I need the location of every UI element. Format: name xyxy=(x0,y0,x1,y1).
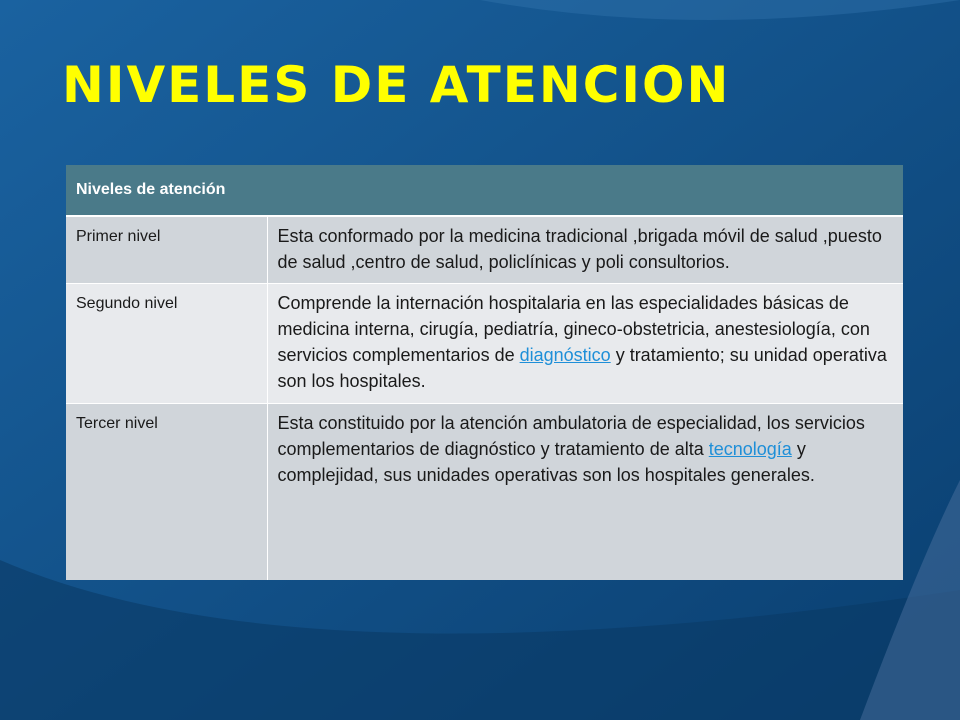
diagnostico-link[interactable]: diagnóstico xyxy=(519,345,611,366)
table-header: Niveles de atención xyxy=(66,165,903,216)
levels-table xyxy=(66,165,903,580)
level-name: Primer nivel xyxy=(66,216,267,284)
level-name: Tercer nivel xyxy=(66,403,267,580)
description-text: Comprende la internación hospitalaria en las especialidades básicas de medicina interna, cirugía, pediatría, gineco-obstetricia, anestesiología, con servicios complementarios de xyxy=(277,293,870,366)
description-text: Esta constituido por la atención ambulatoria de especialidad, los servicios complementarios de diagnóstico y tratamiento de alta xyxy=(277,412,865,459)
level-description: Esta conformado por la medicina tradicional ,brigada móvil de salud ,puesto de salud ,centro de salud, policlínicas y poli consultorios. xyxy=(267,216,903,284)
level-name: Segundo nivel xyxy=(66,284,267,403)
description-text: y tratamiento; su unidad operativa son los hospitales. xyxy=(277,345,887,392)
table-row xyxy=(66,216,903,284)
table-row xyxy=(66,284,903,403)
level-description xyxy=(267,403,903,580)
level-description xyxy=(267,284,903,403)
slide-title: NIVELES DE ATENCION xyxy=(62,56,731,114)
tecnologia-link[interactable]: tecnología xyxy=(708,438,792,459)
description-text: y complejidad, sus unidades operativas son los hospitales generales. xyxy=(277,438,815,485)
table-row xyxy=(66,403,903,580)
